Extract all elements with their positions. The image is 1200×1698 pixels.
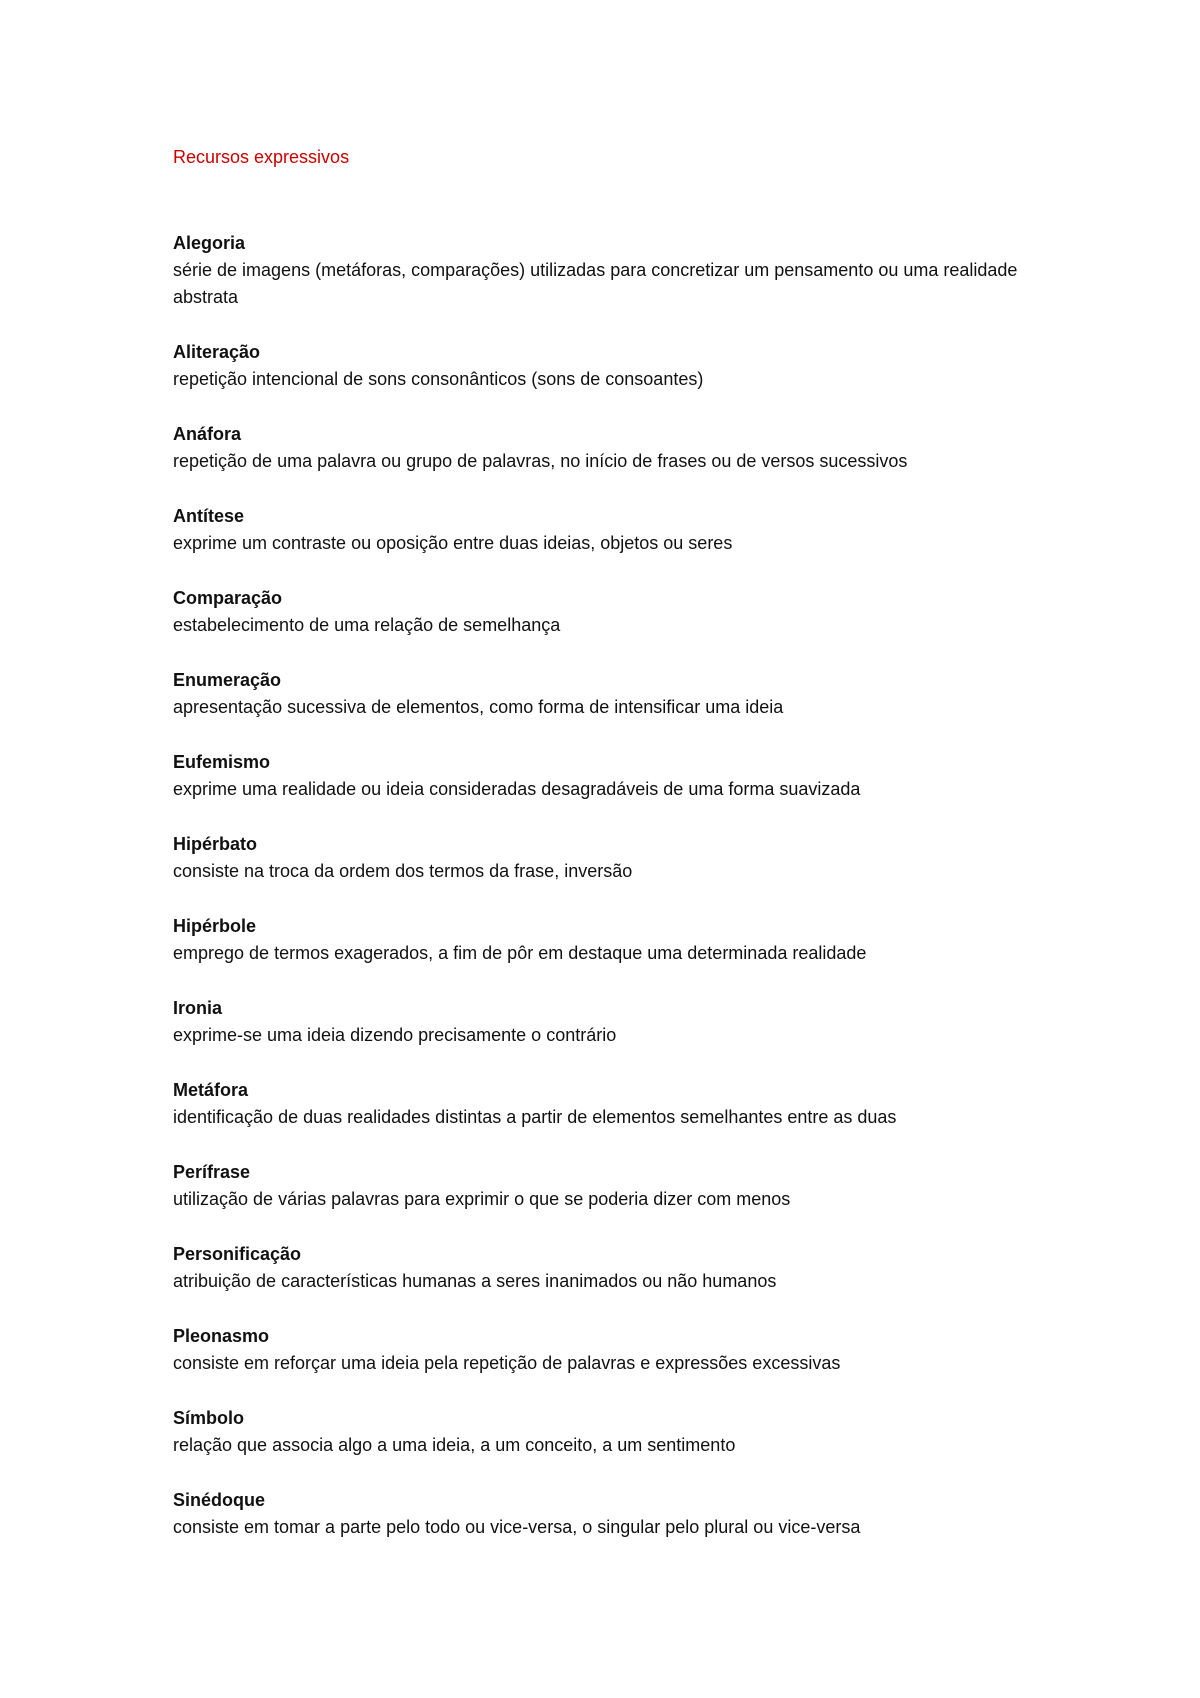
glossary-term: Comparação [173, 588, 283, 608]
document-title: Recursos expressivos [173, 147, 350, 167]
glossary-definition: série de imagens (metáforas, comparações) utilizadas para concretizar um pensamento ou uma realidade abstrata [173, 260, 1018, 307]
glossary-definition: emprego de termos exagerados, a fim de pôr em destaque uma determinada realidade [173, 943, 867, 963]
glossary-definition: apresentação sucessiva de elementos, como forma de intensificar uma ideia [173, 697, 784, 717]
glossary-definition: exprime-se uma ideia dizendo precisamente o contrário [173, 1025, 617, 1045]
glossary-entry [173, 667, 1053, 721]
glossary-term: Sinédoque [173, 1490, 266, 1510]
glossary-entry [173, 230, 1053, 311]
glossary-term: Perífrase [173, 1162, 251, 1182]
glossary-entry [173, 1241, 1053, 1295]
glossary-definition: consiste em reforçar uma ideia pela repetição de palavras e expressões excessivas [173, 1353, 841, 1373]
glossary-definition: repetição intencional de sons consonânticos (sons de consoantes) [173, 369, 704, 389]
glossary-term: Enumeração [173, 670, 282, 690]
glossary-entry [173, 995, 1053, 1049]
glossary-entry [173, 913, 1053, 967]
glossary-term: Personificação [173, 1244, 302, 1264]
glossary-definition: repetição de uma palavra ou grupo de palavras, no início de frases ou de versos sucessivos [173, 451, 908, 471]
glossary-definition: identificação de duas realidades distintas a partir de elementos semelhantes entre as duas [173, 1107, 897, 1127]
glossary-definition: exprime uma realidade ou ideia consideradas desagradáveis de uma forma suavizada [173, 779, 861, 799]
glossary-entry [173, 1405, 1053, 1459]
glossary-entry [173, 339, 1053, 393]
glossary-entry [173, 1323, 1053, 1377]
glossary-entry [173, 1487, 1053, 1541]
glossary-definition: estabelecimento de uma relação de semelhança [173, 615, 561, 635]
glossary-definition: atribuição de características humanas a seres inanimados ou não humanos [173, 1271, 777, 1291]
glossary-term: Símbolo [173, 1408, 244, 1428]
glossary-term: Alegoria [173, 233, 246, 253]
glossary-term: Pleonasmo [173, 1326, 270, 1346]
glossary-definition: exprime um contraste ou oposição entre duas ideias, objetos ou seres [173, 533, 733, 553]
glossary-entry [173, 749, 1053, 803]
document-content [173, 146, 1053, 1569]
glossary-entry [173, 1077, 1053, 1131]
glossary-entry [173, 1159, 1053, 1213]
glossary-term: Eufemismo [173, 752, 271, 772]
glossary-definition: consiste na troca da ordem dos termos da frase, inversão [173, 861, 633, 881]
glossary-entry [173, 585, 1053, 639]
glossary-entry [173, 831, 1053, 885]
glossary-list [173, 230, 1053, 1541]
glossary-definition: utilização de várias palavras para exprimir o que se poderia dizer com menos [173, 1189, 791, 1209]
glossary-definition: consiste em tomar a parte pelo todo ou vice-versa, o singular pelo plural ou vice-versa [173, 1517, 861, 1537]
glossary-entry [173, 503, 1053, 557]
glossary-term: Metáfora [173, 1080, 249, 1100]
glossary-term: Hipérbole [173, 916, 257, 936]
glossary-term: Ironia [173, 998, 223, 1018]
glossary-entry [173, 421, 1053, 475]
glossary-term: Hipérbato [173, 834, 258, 854]
glossary-definition: relação que associa algo a uma ideia, a um conceito, a um sentimento [173, 1435, 736, 1455]
glossary-term: Antítese [173, 506, 245, 526]
glossary-term: Anáfora [173, 424, 242, 444]
glossary-term: Aliteração [173, 342, 261, 362]
